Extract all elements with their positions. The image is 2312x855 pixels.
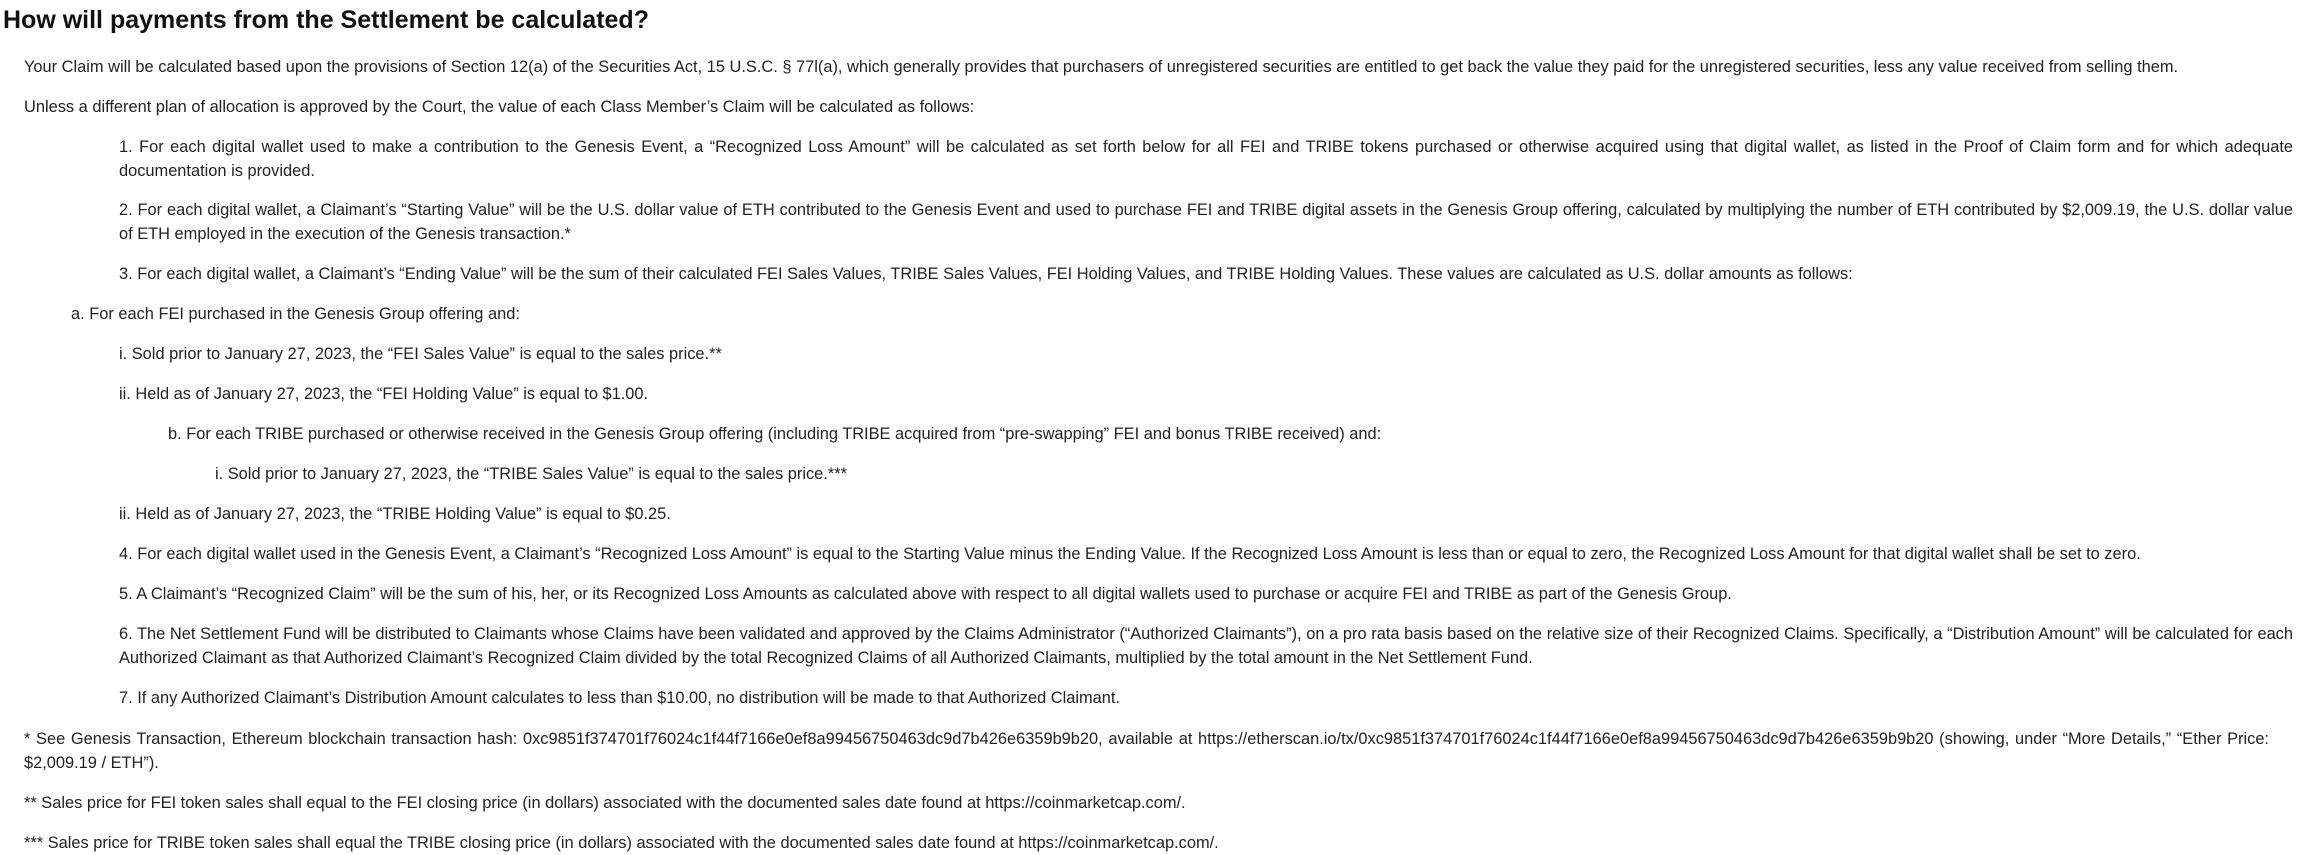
sublist-item-a: a. For each FEI purchased in the Genesis Group offering and: [71, 305, 520, 323]
list-item-4: 4. For each digital wallet used in the Genesis Event, a Claimant’s “Recognized Loss Amount” is equal to the Starting Value minus the Ending Value. If the Recognized Loss Amount is less than or equal to zero, the Recognized Loss Amount for that digital wallet shall be set to zero. [119, 545, 2141, 563]
sublist-item-a-ii: ii. Held as of January 27, 2023, the “FEI Holding Value” is equal to $1.00. [119, 385, 649, 403]
list-item-1: 1. For each digital wallet used to make a contribution to the Genesis Event, a “Recognized Loss Amount” will be calculated as set forth below for all FEI and TRIBE tokens purchased or otherwise acquired using that digital wallet, as listed in the Proof of Claim form and for which adequate documentation is provided. [119, 138, 2293, 180]
list-item-2: 2. For each digital wallet, a Claimant’s “Starting Value” will be the U.S. dollar value of ETH contributed to the Genesis Event and used to purchase FEI and TRIBE digital assets in the Genesis Group offering, calculated by multiplying the number of ETH contributed by $2,009.19, the U.S. dollar value of ETH employed in the execution of the Genesis transaction.* [119, 201, 2293, 243]
list-item-5: 5. A Claimant’s “Recognized Claim” will be the sum of his, her, or its Recognized Loss Amounts as calculated above with respect to all digital wallets used to purchase or acquire FEI and TRIBE as part of the Genesis Group. [119, 585, 1732, 603]
sublist-item-b-i: i. Sold prior to January 27, 2023, the “TRIBE Sales Value” is equal to the sales price.*** [215, 465, 847, 483]
footnote-3: *** Sales price for TRIBE token sales shall equal the TRIBE closing price (in dollars) associated with the documented sales date found at https://coinmarketcap.com/. [24, 834, 1219, 852]
page-title: How will payments from the Settlement be calculated? [3, 6, 649, 34]
plan-intro-paragraph: Unless a different plan of allocation is approved by the Court, the value of each Class Member’s Claim will be calculated as follows: [24, 98, 975, 116]
list-item-7: 7. If any Authorized Claimant’s Distribution Amount calculates to less than $10.00, no distribution will be made to that Authorized Claimant. [119, 689, 1120, 707]
list-item-3: 3. For each digital wallet, a Claimant’s “Ending Value” will be the sum of their calculated FEI Sales Values, TRIBE Sales Values, FEI Holding Values, and TRIBE Holding Values. These values are calculated as U.S. dollar amounts as follows: [119, 265, 1853, 283]
list-item-6: 6. The Net Settlement Fund will be distributed to Claimants whose Claims have been validated and approved by the Claims Administrator (“Authorized Claimants”), on a pro rata basis based on the relative size of their Recognized Claims. Specifically, a “Distribution Amount” will be calculated for each Authorized Claimant as that Authorized Claimant’s Recognized Claim divided by the total Recognized Claims of all Authorized Claimants, multiplied by the total amount in the Net Settlement Fund. [119, 625, 2293, 667]
footnote-1: * See Genesis Transaction, Ethereum blockchain transaction hash: 0xc9851f374701f76024c1f44f7166e0ef8a99456750463dc9d7b426e6359b9b20, available at https://etherscan.io/tx/0xc9851f374701f76024c1f44f7166e0ef8a99456750463dc9d7b426e6359b9b20 (showing, under “More Details,” “Ether Price: $2,009.19 / ETH”). [24, 730, 2269, 772]
footnote-2: ** Sales price for FEI token sales shall equal to the FEI closing price (in dollars) associated with the documented sales date found at https://coinmarketcap.com/. [24, 794, 1186, 812]
intro-paragraph: Your Claim will be calculated based upon the provisions of Section 12(a) of the Securities Act, 15 U.S.C. § 77l(a), which generally provides that purchasers of unregistered securities are entitled to get back the value they paid for the unregistered securities, less any value received from selling them. [24, 58, 2179, 76]
sublist-item-b: b. For each TRIBE purchased or otherwise received in the Genesis Group offering (including TRIBE acquired from “pre-swapping” FEI and bonus TRIBE received) and: [168, 425, 1382, 443]
sublist-item-a-i: i. Sold prior to January 27, 2023, the “FEI Sales Value” is equal to the sales price.** [119, 345, 722, 363]
sublist-item-b-ii: ii. Held as of January 27, 2023, the “TRIBE Holding Value” is equal to $0.25. [119, 505, 671, 523]
